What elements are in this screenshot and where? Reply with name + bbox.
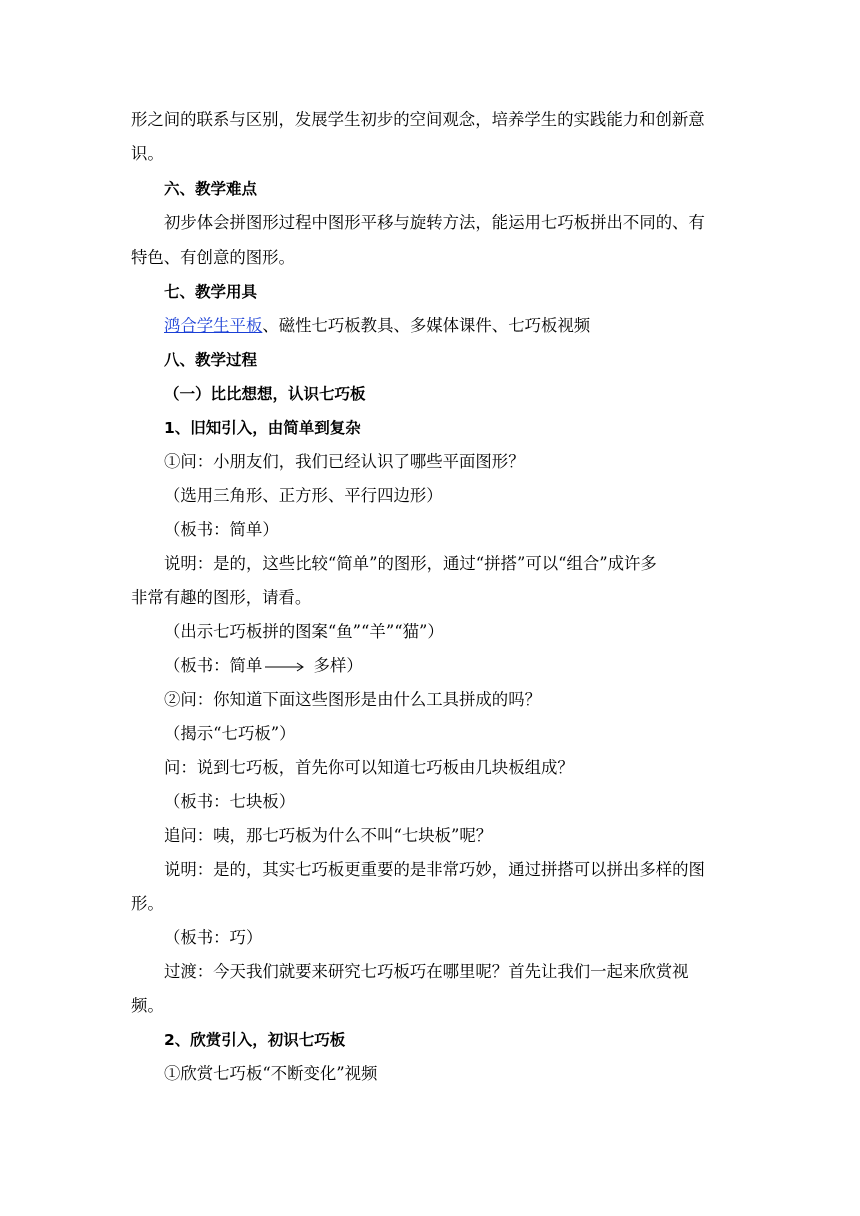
paragraph-line: 非常有趣的图形，请看。: [131, 588, 312, 607]
tools-rest-text: 、磁性七巧板教具、多媒体课件、七巧板视频: [262, 316, 591, 335]
arrow-line: [164, 656, 363, 676]
paragraph-line: （选用三角形、正方形、平行四边形）: [164, 486, 443, 505]
tablet-link[interactable]: 鸿合学生平板: [164, 316, 263, 335]
long-arrow-icon: [264, 661, 306, 673]
paragraph-line: 识。: [131, 144, 164, 163]
paragraph-line: 问：说到七巧板，首先你可以知道七巧板由几块板组成？: [164, 758, 574, 777]
section-heading: 六、教学难点: [164, 180, 258, 198]
tools-line: [164, 316, 590, 336]
paragraph-line: ①欣赏七巧板“不断变化”视频: [164, 1064, 378, 1083]
paragraph-line: 说明：是的，其实七巧板更重要的是非常巧妙，通过拼搭可以拼出多样的图: [164, 860, 705, 879]
subsection-heading: （一）比比想想，认识七巧板: [164, 385, 366, 403]
paragraph-line: 初步体会拼图形过程中图形平移与旋转方法，能运用七巧板拼出不同的、有: [164, 213, 705, 232]
arrow-line-before: （板书：简单: [164, 656, 263, 675]
paragraph-line: ①问：小朋友们，我们已经认识了哪些平面图形？: [164, 452, 525, 471]
section-heading: 八、教学过程: [164, 351, 258, 369]
paragraph-line: （揭示“七巧板”）: [164, 724, 296, 743]
paragraph-line: （出示七巧板拼的图案“鱼”“羊”“猫”）: [164, 622, 444, 641]
subsection-heading: 1、旧知引入，由简单到复杂: [164, 419, 361, 437]
paragraph-line: 频。: [131, 996, 164, 1015]
paragraph-line: 形之间的联系与区别，发展学生初步的空间观念，培养学生的实践能力和创新意: [131, 110, 705, 129]
paragraph-line: 追问：咦，那七巧板为什么不叫“七块板”呢？: [164, 826, 493, 845]
paragraph-line: （板书：七块板）: [164, 792, 296, 811]
paragraph-line: 过渡：今天我们就要来研究七巧板巧在哪里呢？首先让我们一起来欣赏视: [164, 962, 689, 981]
paragraph-line: （板书：简单）: [164, 520, 279, 539]
arrow-line-after: 多样）: [308, 656, 363, 675]
paragraph-line: ②问：你知道下面这些图形是由什么工具拼成的吗？: [164, 690, 541, 709]
subsection-heading: 2、欣赏引入，初识七巧板: [164, 1031, 346, 1049]
paragraph-line: （板书：巧）: [164, 928, 263, 947]
paragraph-line: 形。: [131, 894, 164, 913]
section-heading: 七、教学用具: [164, 283, 258, 301]
paragraph-line: 说明：是的，这些比较“简单”的图形，通过“拼搭”可以“组合”成许多: [164, 554, 657, 573]
paragraph-line: 特色、有创意的图形。: [131, 248, 295, 267]
